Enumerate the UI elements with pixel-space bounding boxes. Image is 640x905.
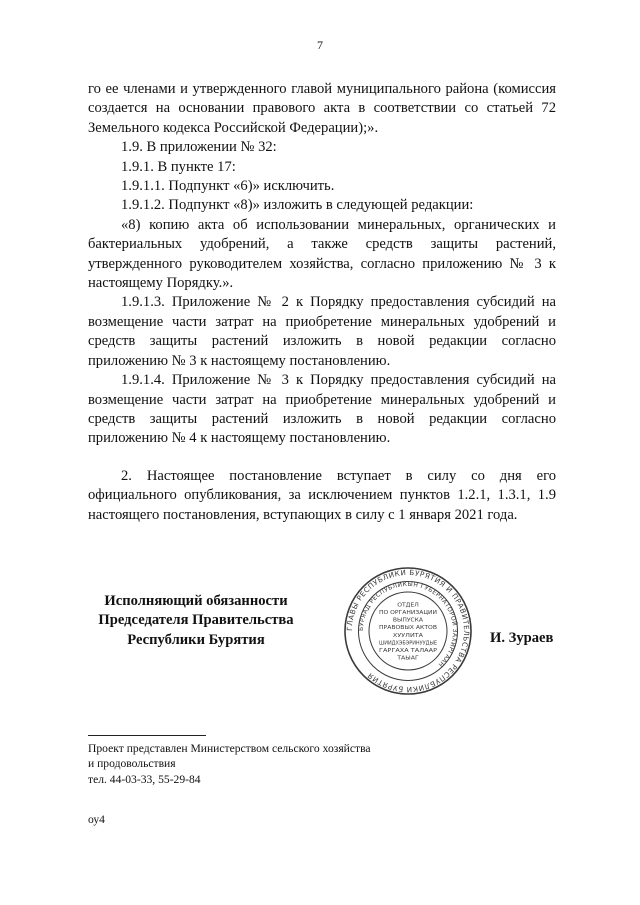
paragraph-2: 2. Настоящее постановление вступает в силу со дня его официального опубликования, за исключением пунктов 1.2.1, 1.3.1, 1.9 настоящего постановления, вступающих в силу с 1 января 2021 года.: [88, 467, 556, 523]
footnote-line-2: и продовольствия: [88, 757, 176, 771]
seal-center-line: ХУУЛИТА: [392, 632, 424, 639]
paragraph-1-9-1-1: 1.9.1.1. Подпункт «6)» исключить.: [121, 178, 335, 195]
paragraph-1-9-1-3: 1.9.1.3. Приложение № 2 к Порядку предоставления субсидий на возмещение части затрат на приобретение минеральных удобрений и средств защиты растений изложить в новой редакции согласно приложению № 3 к настоящему постановлению.: [88, 294, 556, 369]
seal-stamp-graphic: [343, 566, 473, 696]
footnote: [88, 741, 448, 787]
seal-outer-text: ГЛАВЫ РЕСПУБЛИКИ БУРЯТИЯ И ПРАВИТЕЛЬСТВА РЕСПУБЛИКИ БУРЯТИЯ: [344, 567, 472, 695]
paragraph-1-9-1: 1.9.1. В пункте 17:: [121, 158, 236, 175]
seal-center-line: ТАЫАГ: [396, 655, 420, 662]
footnote-divider: [88, 735, 206, 736]
paragraph-1-9-1-2: 1.9.1.2. Подпункт «8)» изложить в следующей редакции:: [121, 197, 474, 214]
seal-center-line: ПРАВОВЫХ АКТОВ: [379, 625, 438, 632]
paragraph-1-9-1-4: 1.9.1.4. Приложение № 3 к Порядку предоставления субсидий на возмещение части затрат на приобретение минеральных удобрений и средств защиты растений изложить в новой редакции согласно приложению № 4 к настоящему постановлению.: [88, 372, 556, 447]
seal-center-line: ОТДЕЛ: [397, 602, 419, 609]
signature-title-line-2: Председателя Правительства: [98, 612, 294, 629]
seal-center-line: ПО ОРГАНИЗАЦИИ: [379, 610, 437, 616]
footnote-phone: тел. 44-03-33, 55-29-84: [88, 772, 201, 786]
signer-name: И. Зураев: [490, 630, 554, 646]
signature-title-line-3: Республики Бурятия: [127, 631, 265, 648]
signature-block: [92, 592, 300, 650]
paragraph-continuation: го ее членами и утвержденного главой муниципального района (комиссия создается на основании правового акта в соответствии со статьей 72 Земельного кодекса Российской Федерации);».: [88, 81, 556, 136]
seal-center-line: ШИИДХЭБЭРИНУУДЫЕ: [379, 640, 438, 647]
signature-title-line-1: Исполняющий обязанности: [104, 593, 288, 609]
seal-inner-text: БУРЯАД РЕСПУБЛИКЫН ГУБЕРНАТОРОЙ ЗАХИРГААН: [357, 580, 459, 669]
page-number: 7: [317, 38, 323, 52]
document-body: [88, 80, 556, 525]
seal-center-line: ГАРГАХА ТАЛААР: [379, 648, 438, 654]
official-seal: [343, 566, 473, 696]
paragraph-item-8: «8) копию акта об использовании минеральных, органических и бактериальных удобрений, а также средств защиты растений, утвержденного руководителем хозяйства, согласно приложению № 3 к настоящему Порядку.».: [88, 216, 556, 292]
seal-center-line: ВЫПУСКА: [392, 617, 424, 624]
seal-center-text: [379, 602, 438, 661]
paragraph-1-9: 1.9. В приложении № 32:: [121, 139, 277, 156]
footnote-line-1: Проект представлен Министерством сельского хозяйства: [88, 742, 371, 755]
document-code: оу4: [88, 813, 105, 826]
